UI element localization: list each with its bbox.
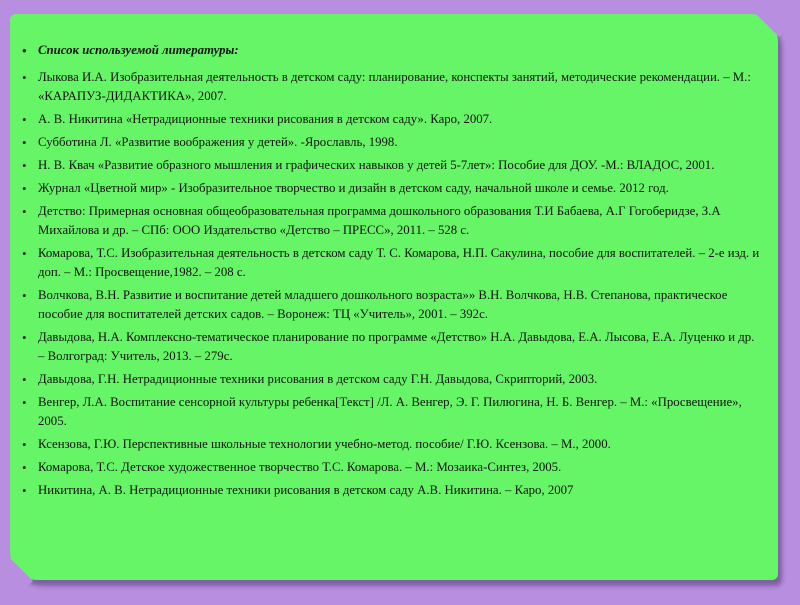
bibliography-item: • Н. В. Квач «Развитие образного мышления и графических навыков у детей 5-7лет»: Пособие для ДОУ. -М.: ВЛАДОС, 2001. <box>38 156 760 175</box>
bibliography-title: • Список используемой литературы: <box>38 41 760 60</box>
bibliography-item: • Комарова, Т.С. Детское художественное творчество Т.С. Комарова. – М.: Мозаика-Синтез, 2005. <box>38 458 760 477</box>
bibliography-list <box>38 41 760 500</box>
bibliography-item: • Волчкова, В.Н. Развитие и воспитание детей младшего дошкольного возраста»» В.Н. Волчкова, Н.В. Степанова, практическое пособие для воспитателей детских садов. – Воронеж: ТЦ «Учитель», 2001. – 392с. <box>38 286 760 324</box>
bibliography-item: • Журнал «Цветной мир» - Изобразительное творчество и дизайн в детском саду, начальной школе и семье. 2012 год. <box>38 179 760 198</box>
bibliography-item: • А. В. Никитина «Нетрадиционные техники рисования в детском саду». Каро, 2007. <box>38 110 760 129</box>
bibliography-item: • Венгер, Л.А. Воспитание сенсорной культуры ребенка[Текст] /Л. А. Венгер, Э. Г. Пилюгина, Н. Б. Венгер. – М.: «Просвещение», 2005. <box>38 393 760 431</box>
bibliography-item: • Ксензова, Г.Ю. Перспективные школьные технологии учебно-метод. пособие/ Г.Ю. Ксензова. – М., 2000. <box>38 435 760 454</box>
bibliography-item: • Никитина, А. В. Нетрадиционные техники рисования в детском саду А.В. Никитина. – Каро, 2007 <box>38 481 760 500</box>
bibliography-item: • Давыдова, Г.Н. Нетрадиционные техники рисования в детском саду Г.Н. Давыдова, Скрипторий, 2003. <box>38 370 760 389</box>
bibliography-item: • Детство: Примерная основная общеобразовательная программа дошкольного образования Т.И Бабаева, А.Г Гогоберидзе, З.А Михайлова и др. – СПб: ООО Издательство «Детство – ПРЕСС», 2011. – 528 с. <box>38 202 760 240</box>
slide-panel <box>10 14 778 580</box>
bibliography-item: • Комарова, Т.С. Изобразительная деятельность в детском саду Т. С. Комарова, Н.П. Сакулина, пособие для воспитателей. – 2-е изд. и доп. – М.: Просвещение,1982. – 208 с. <box>38 244 760 282</box>
corner-decoration <box>755 0 800 37</box>
corner-decoration <box>0 557 33 605</box>
bibliography-item: • Лыкова И.А. Изобразительная деятельность в детском саду: планирование, конспекты занятий, методические рекомендации. – М.: «КАРАПУЗ-ДИДАКТИКА», 2007. <box>38 68 760 106</box>
bibliography-item: • Субботина Л. «Развитие воображения у детей». -Ярославль, 1998. <box>38 133 760 152</box>
bibliography-item: • Давыдова, Н.А. Комплексно-тематическое планирование по программе «Детство» Н.А. Давыдова, Е.А. Лысова, Е.А. Луценко и др. – Волгоград: Учитель, 2013. – 279с. <box>38 328 760 366</box>
